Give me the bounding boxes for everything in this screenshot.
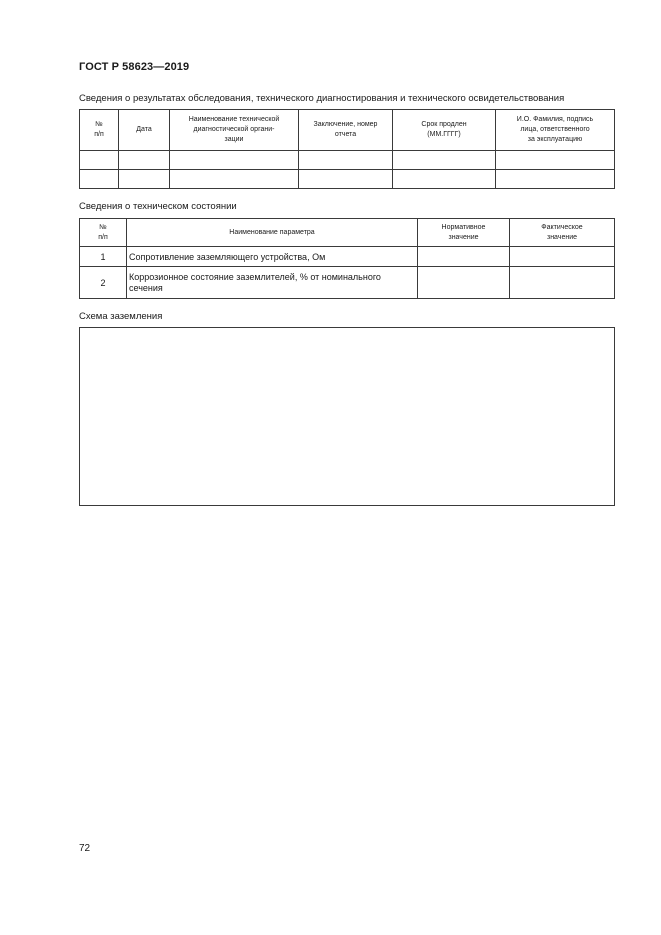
col-header-actual-value: Фактическое значение (510, 219, 615, 247)
table-row (80, 247, 615, 267)
table-cell (80, 170, 119, 189)
section-title-condition: Сведения о техническом состоянии (79, 201, 237, 212)
table-header-row (80, 219, 615, 247)
table-cell (510, 267, 615, 299)
row-number: 2 (80, 267, 127, 299)
table-cell (418, 247, 510, 267)
col-header-number: № п/п (80, 110, 119, 151)
table-cell (496, 151, 615, 170)
row-number: 1 (80, 247, 127, 267)
col-header-parameter: Наименование параметра (127, 219, 418, 247)
table-row (80, 267, 615, 299)
document-header: ГОСТ Р 58623—2019 (79, 61, 190, 73)
col-header-organization: Наименование технической диагностической органи- зации (170, 110, 299, 151)
table-cell (170, 170, 299, 189)
grounding-scheme-box (79, 327, 615, 506)
table-cell (393, 170, 496, 189)
table-cell (496, 170, 615, 189)
col-header-conclusion: Заключение, номер отчета (299, 110, 393, 151)
table-cell (170, 151, 299, 170)
table-cell (80, 151, 119, 170)
page-number: 72 (79, 843, 91, 854)
table-row (80, 170, 615, 189)
row-parameter: Сопротивление заземляющего устройства, Ом (127, 247, 418, 267)
col-header-normative-value: Нормативное значение (418, 219, 510, 247)
table-cell (418, 267, 510, 299)
table-cell (510, 247, 615, 267)
col-header-number: № п/п (80, 219, 127, 247)
technical-condition-table (79, 218, 615, 299)
table-cell (119, 151, 170, 170)
table-cell (299, 151, 393, 170)
table-cell (299, 170, 393, 189)
table-cell (119, 170, 170, 189)
section-title-inspection: Сведения о результатах обследования, технического диагностирования и технического освидетельствования (79, 93, 565, 104)
section-title-grounding-scheme: Схема заземления (79, 311, 163, 322)
col-header-responsible-person: И.О. Фамилия, подпись лица, ответственного за эксплуатацию (496, 110, 615, 151)
inspection-results-table (79, 109, 615, 189)
col-header-extended-term: Срок продлен (ММ.ГГГГ) (393, 110, 496, 151)
table-row (80, 151, 615, 170)
col-header-date: Дата (119, 110, 170, 151)
table-cell (393, 151, 496, 170)
table-header-row (80, 110, 615, 151)
row-parameter: Коррозионное состояние заземлителей, % от номинального сечения (127, 267, 418, 299)
